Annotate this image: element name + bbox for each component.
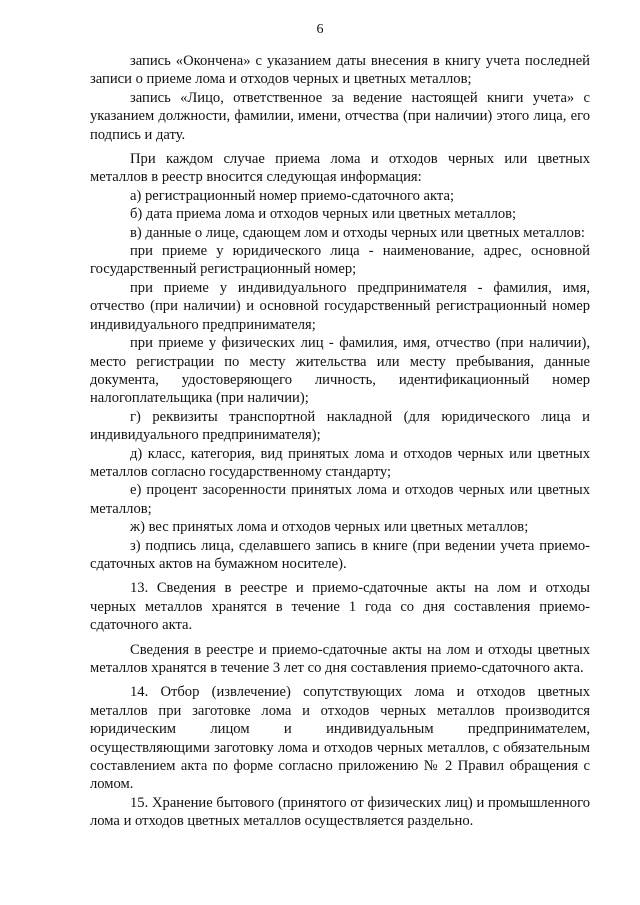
paragraph-13-ferrous: 13. Сведения в реестре и приемо-сдаточные акты на лом и отходы черных металлов хранятся в течение 1 года со дня составления приемо-сдаточного акта. <box>90 580 590 634</box>
list-item-g: г) реквизиты транспортной накладной (для юридического лица и индивидуального предпринимателя); <box>90 408 590 444</box>
paragraph-15: 15. Хранение бытового (принятого от физических лиц) и промышленного лома и отходов цветных металлов осуществляется раздельно. <box>90 794 590 830</box>
list-item-a: а) регистрационный номер приемо-сдаточного акта; <box>130 187 455 204</box>
list-item-d: д) класс, категория, вид принятых лома и отходов черных или цветных металлов согласно государственному стандарту; <box>90 445 590 480</box>
list-item-zh: ж) вес принятых лома и отходов черных или цветных металлов; <box>130 519 529 536</box>
document-body <box>90 52 590 831</box>
list-item-b: б) дата приема лома и отходов черных или цветных металлов; <box>130 206 517 223</box>
paragraph-14: 14. Отбор (извлечение) сопутствующих лома и отходов цветных металлов при заготовке лома и отходов черных металлов производится юридическим лицом и индивидуальным предпринимателем, осуществляющими заготовку лома и отходов черных металлов, с обязательным составлением акта по форме согласно приложению № 2 Правил обращения с ломом. <box>90 684 590 793</box>
paragraph-record-closed: запись «Окончена» с указанием даты внесения в книгу учета последней записи о приеме лома и отходов черных и цветных металлов; <box>90 53 590 88</box>
list-item-z: з) подпись лица, сделавшего запись в книге (при ведении учета приемо-сдаточных актов на бумажном носителе). <box>90 537 590 572</box>
subitem-entrepreneur: при приеме у индивидуального предпринимателя - фамилия, имя, отчество (при наличии) и основной государственный регистрационный номер индивидуального предпринимателя; <box>90 279 590 333</box>
list-item-e: е) процент засоренности принятых лома и отходов черных или цветных металлов; <box>90 482 590 517</box>
subitem-legal-entity: при приеме у юридического лица - наименование, адрес, основной государственный регистрационный номер; <box>90 243 590 278</box>
paragraph-registry-intro: При каждом случае приема лома и отходов черных или цветных металлов в реестр вносится следующая информация: <box>90 151 590 186</box>
list-item-v: в) данные о лице, сдающем лом и отходы черных или цветных металлов: <box>130 224 585 241</box>
paragraph-13-nonferrous: Сведения в реестре и приемо-сдаточные акты на лом и отходы цветных металлов хранятся в течение 3 лет со дня составления приемо-сдаточного акта. <box>90 641 590 676</box>
page-number: 6 <box>316 22 324 37</box>
subitem-individual: при приеме у физических лиц - фамилия, имя, отчество (при наличии), место регистрации по месту жительства или месту пребывания, данные документа, удостоверяющего личность, идентификационный номер налогоплательщика (при наличии); <box>90 335 590 407</box>
paragraph-responsible-person: запись «Лицо, ответственное за ведение настоящей книги учета» с указанием должности, фамилии, имени, отчества (при наличии) этого лица, его подпись и дату. <box>90 89 590 143</box>
